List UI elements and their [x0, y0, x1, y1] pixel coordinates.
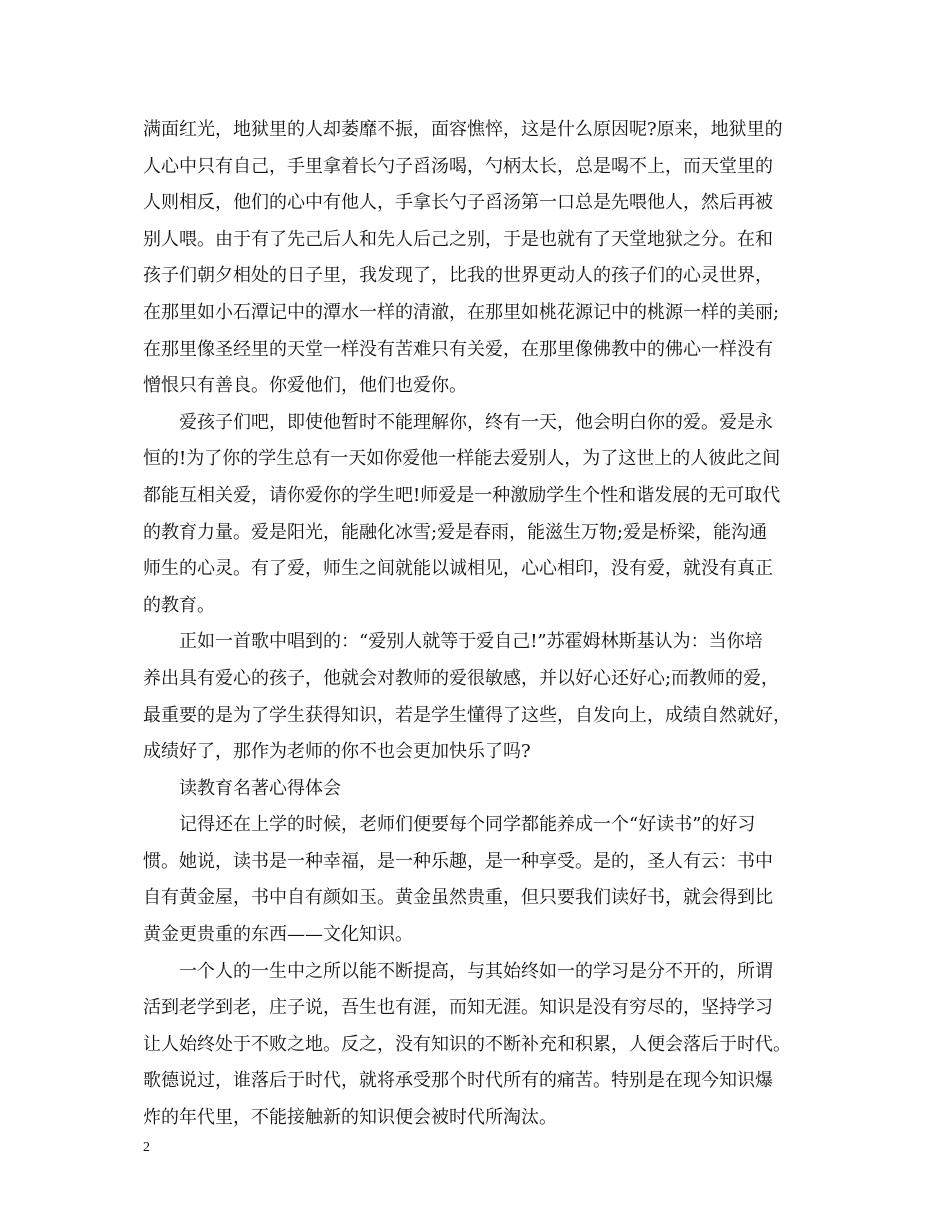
text-line: 让人始终处于不败之地。反之，没有知识的不断补充和积累，人便会落后于时代。: [143, 1033, 791, 1055]
text-line: 活到老学到老，庄子说，吾生也有涯，而知无涯。知识是没有穷尽的，坚持学习: [143, 997, 773, 1019]
text-line: 歌德说过，谁落后于时代，就将承受那个时代所有的痛苦。特别是在现今知识爆: [143, 1070, 773, 1092]
paragraph-start-line: 正如一首歌中唱到的：“爱别人就等于爱自己!”苏霍姆林斯基认为：当你培: [179, 631, 763, 653]
text-line: 在那里像圣经里的天堂一样没有苦难只有关爱，在那里像佛教中的佛心一样没有: [143, 338, 773, 360]
text-line: 人心中只有自己，手里拿着长勺子舀汤喝，勺柄太长，总是喝不上，而天堂里的: [143, 155, 773, 177]
text-line: 恒的!为了你的学生总有一天如你爱他一样能去爱别人，为了这世上的人彼此之间: [143, 448, 781, 470]
text-line: 师生的心灵。有了爱，师生之间就能以诚相见，心心相印，没有爱，就没有真正: [143, 558, 773, 580]
text-line: 的教育力量。爱是阳光，能融化冰雪;爱是春雨，能滋生万物;爱是桥梁，能沟通: [143, 521, 768, 543]
paragraph-start-line: 一个人的一生中之所以能不断提高，与其始终如一的学习是分不开的，所谓: [179, 960, 773, 982]
section-heading: 读教育名著心得体会: [179, 777, 341, 799]
text-line: 在那里如小石潭记中的潭水一样的清澈，在那里如桃花源记中的桃源一样的美丽;: [143, 301, 780, 323]
text-line: 都能互相关爱，请你爱你的学生吧!师爱是一种激励学生个性和谐发展的无可取代: [143, 484, 781, 506]
text-line: 憎恨只有善良。你爱他们，他们也爱你。: [143, 375, 467, 397]
text-line: 自有黄金屋，书中自有颜如玉。黄金虽然贵重，但只要我们读好书，就会得到比: [143, 887, 773, 909]
text-line: 满面红光，地狱里的人却萎靡不振，面容憔悴，这是什么原因呢?原来，地狱里的: [143, 119, 783, 140]
text-line: 孩子们朝夕相处的日子里，我发现了，比我的世界更动人的孩子们的心灵世界，: [143, 265, 773, 287]
text-line: 惯。她说，读书是一种幸福，是一种乐趣，是一种享受。是的，圣人有云：书中: [143, 850, 773, 872]
paragraph-start-line: 爱孩子们吧，即使他暂时不能理解你，终有一天，他会明白你的爱。爱是永: [179, 411, 773, 433]
page-number: 2: [143, 1140, 150, 1155]
text-line: 别人喂。由于有了先己后人和先人后己之别，于是也就有了天堂地狱之分。在和: [143, 228, 773, 250]
text-line: 养出具有爱心的孩子，他就会对教师的爱很敏感，并以好心还好心;而教师的爱，: [143, 667, 780, 689]
text-line: 人则相反，他们的心中有他人，手拿长勺子舀汤第一口总是先喂他人，然后再被: [143, 192, 773, 214]
text-line: 炸的年代里，不能接触新的知识便会被时代所淘汰。: [143, 1107, 557, 1129]
text-line: 成绩好了，那作为老师的你不也会更加快乐了吗?: [143, 741, 531, 763]
text-line: 最重要的是为了学生获得知识，若是学生懂得了这些，自发向上，成绩自然就好，: [143, 704, 791, 726]
document-body: [143, 112, 833, 1137]
paragraph-start-line: 记得还在上学的时候，老师们便要每个同学都能养成一个“好读书”的好习: [179, 814, 756, 836]
text-line: 黄金更贵重的东西——文化知识。: [143, 924, 413, 946]
text-line: 的教育。: [143, 594, 215, 616]
